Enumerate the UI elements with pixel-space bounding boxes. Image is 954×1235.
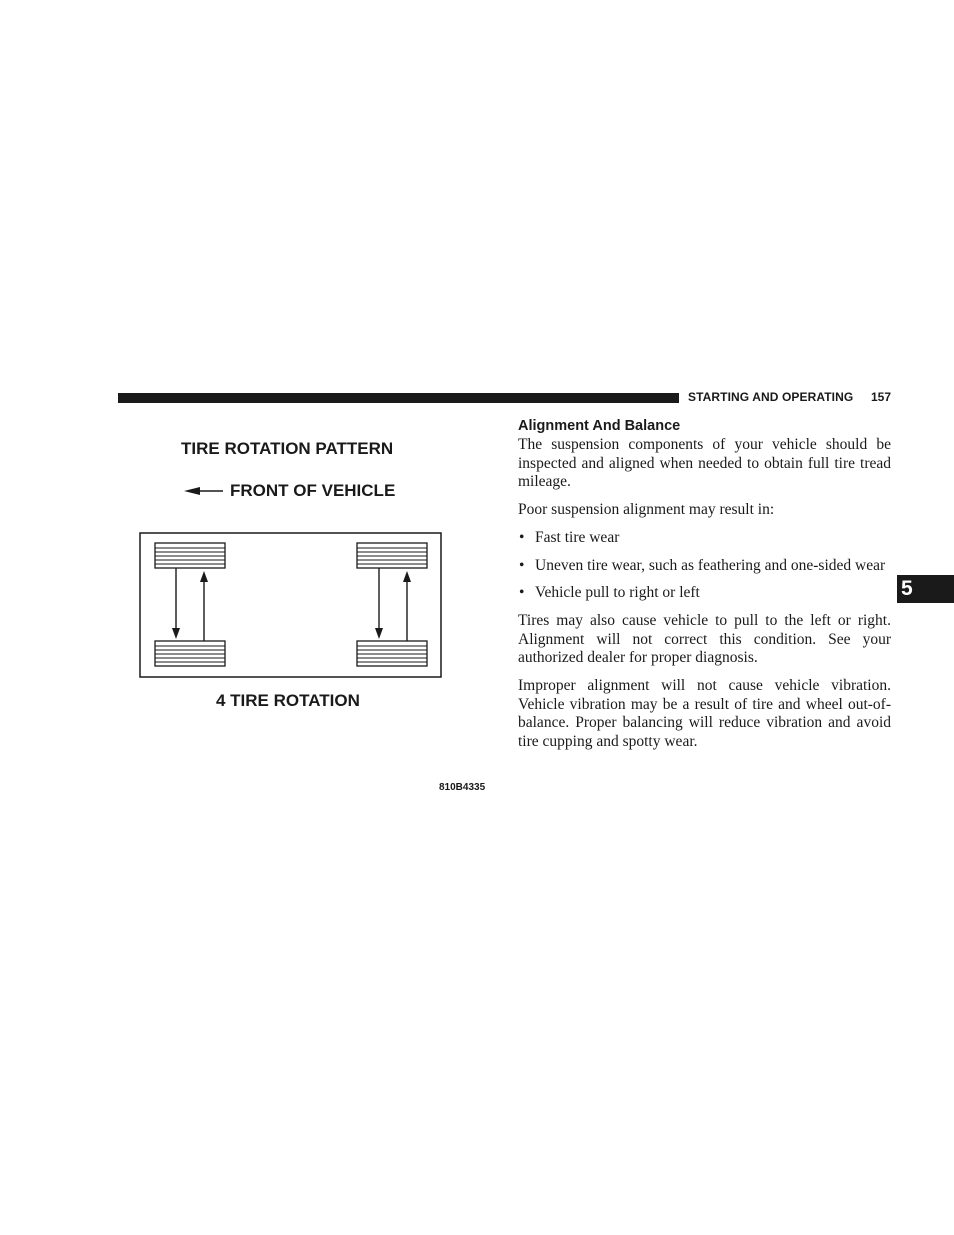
section-heading: Alignment And Balance [518,418,681,434]
bullet-icon: • [519,556,525,574]
tire-rear-left-icon [155,641,225,666]
header-rule [118,393,679,403]
chapter-tab: 5 [897,575,954,603]
tire-rotation-diagram [139,532,443,679]
list-item: • Uneven tire wear, such as feathering and one-sided wear [519,556,886,574]
figure-code: 810B4335 [439,782,486,793]
paragraph-vibration: Improper alignment will not cause vehicle vibration. Vehicle vibration may be a result of tire and wheel out-of-balance. Proper balancing will reduce vibration and avoid tire cupping and spotty wear. [518,677,891,751]
list-item: • Vehicle pull to right or left [519,584,700,602]
bullet-icon: • [519,528,525,546]
tire-front-left-icon [155,543,225,568]
bullet-list [518,529,891,603]
tire-rear-right-icon [357,641,427,666]
page-number: 157 [871,390,892,404]
front-of-vehicle-label: FRONT OF VEHICLE [230,481,396,500]
tire-front-right-icon [357,543,427,568]
figure-title: TIRE ROTATION PATTERN [181,439,394,458]
paragraph-intro: The suspension components of your vehicle should be inspected and aligned when needed to obtain full tire tread mileage. [518,436,891,491]
running-header-section: STARTING AND OPERATING [688,390,854,404]
figure-caption: 4 TIRE ROTATION [216,691,360,710]
bullet-icon: • [519,584,525,602]
body-column [518,417,891,761]
front-arrow-icon [182,484,226,498]
list-item: • Fast tire wear [519,528,620,546]
paragraph-tire-pull: Tires may also cause vehicle to pull to the left or right. Alignment will not correct this condition. See your authorized dealer for proper diagnosis. [518,611,891,667]
paragraph-alignment-results: Poor suspension alignment may result in: [518,501,775,519]
